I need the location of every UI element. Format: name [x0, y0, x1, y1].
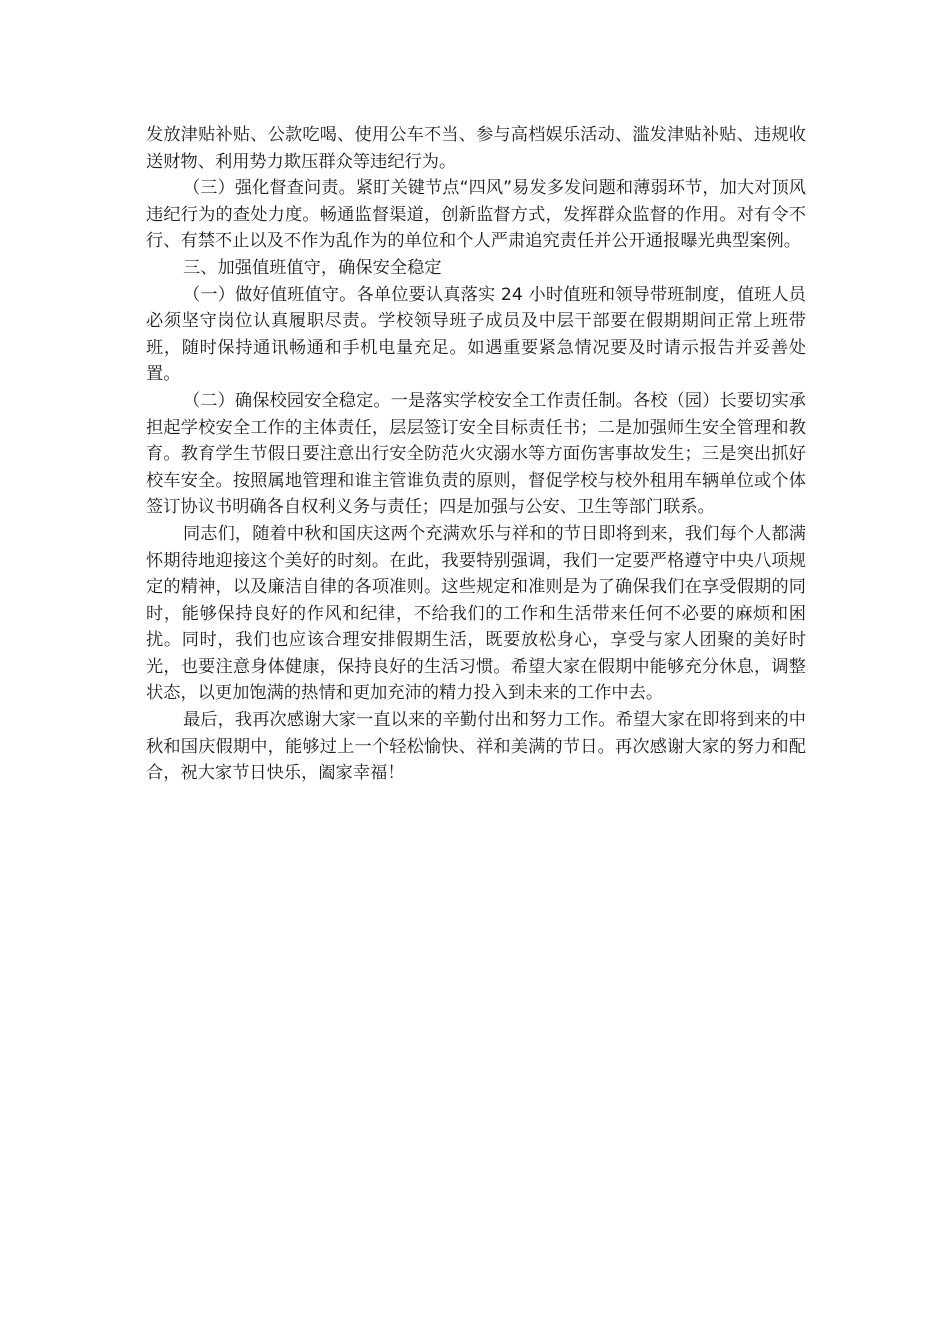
document-body [146, 122, 806, 787]
paragraph-campus-safety: （二）确保校园安全稳定。一是落实学校安全工作责任制。各校（园）长要切实承担起学校安全工作的主体责任，层层签订安全目标责任书；二是加强师生安全管理和教育。教育学生节假日要注意出行安全防范火灾溺水等方面伤害事故发生；三是突出抓好校车安全。按照属地管理和谁主管谁负责的原则，督促学校与校外租用车辆单位或个体签订协议书明确各自权利义务与责任；四是加强与公安、卫生等部门联系。 [146, 390, 806, 518]
paragraph-closing-thanks: 最后，我再次感谢大家一直以来的辛勤付出和努力工作。希望大家在即将到来的中秋和国庆假期中，能够过上一个轻松愉快、祥和美满的节日。再次感谢大家的努力和配合，祝大家节日快乐，阖家幸福！ [146, 710, 806, 784]
paragraph-duty-watch: （一）做好值班值守。各单位要认真落实 24 小时值班和领导带班制度，值班人员必须坚守岗位认真履职尽责。学校领导班子成员及中层干部要在假期期间正常上班带班，随时保持通讯畅通和手机电量充足。如遇重要紧急情况要及时请示报告并妥善处置。 [146, 284, 806, 385]
paragraph-supervision-accountability: （三）强化督查问责。紧盯关键节点“四风”易发多发问题和薄弱环节，加大对顶风违纪行为的查处力度。畅通监督渠道，创新监督方式，发挥群众监督的作用。对有令不行、有禁不止以及不作为乱作为的单位和个人严肃追究责任并公开通报曝光典型案例。 [146, 178, 806, 252]
section-heading-duty-safety: 三、加强值班值守，确保安全稳定 [183, 257, 442, 278]
paragraph-continuation: 发放津贴补贴、公款吃喝、使用公车不当、参与高档娱乐活动、滥发津贴补贴、违规收送财物、利用势力欺压群众等违纪行为。 [146, 125, 806, 172]
paragraph-holiday-address: 同志们，随着中秋和国庆这两个充满欢乐与祥和的节日即将到来，我们每个人都满怀期待地迎接这个美好的时刻。在此，我要特别强调，我们一定要严格遵守中央八项规定的精神，以及廉洁自律的各项准则。这些规定和准则是为了确保我们在享受假期的同时，能够保持良好的作风和纪律，不给我们的工作和生活带来任何不必要的麻烦和困扰。同时，我们也应该合理安排假期生活，既要放松身心，享受与家人团聚的美好时光，也要注意身体健康，保持良好的生活习惯。希望大家在假期中能够充分休息，调整状态，以更加饱满的热情和更加充沛的精力投入到未来的工作中去。 [146, 523, 806, 704]
